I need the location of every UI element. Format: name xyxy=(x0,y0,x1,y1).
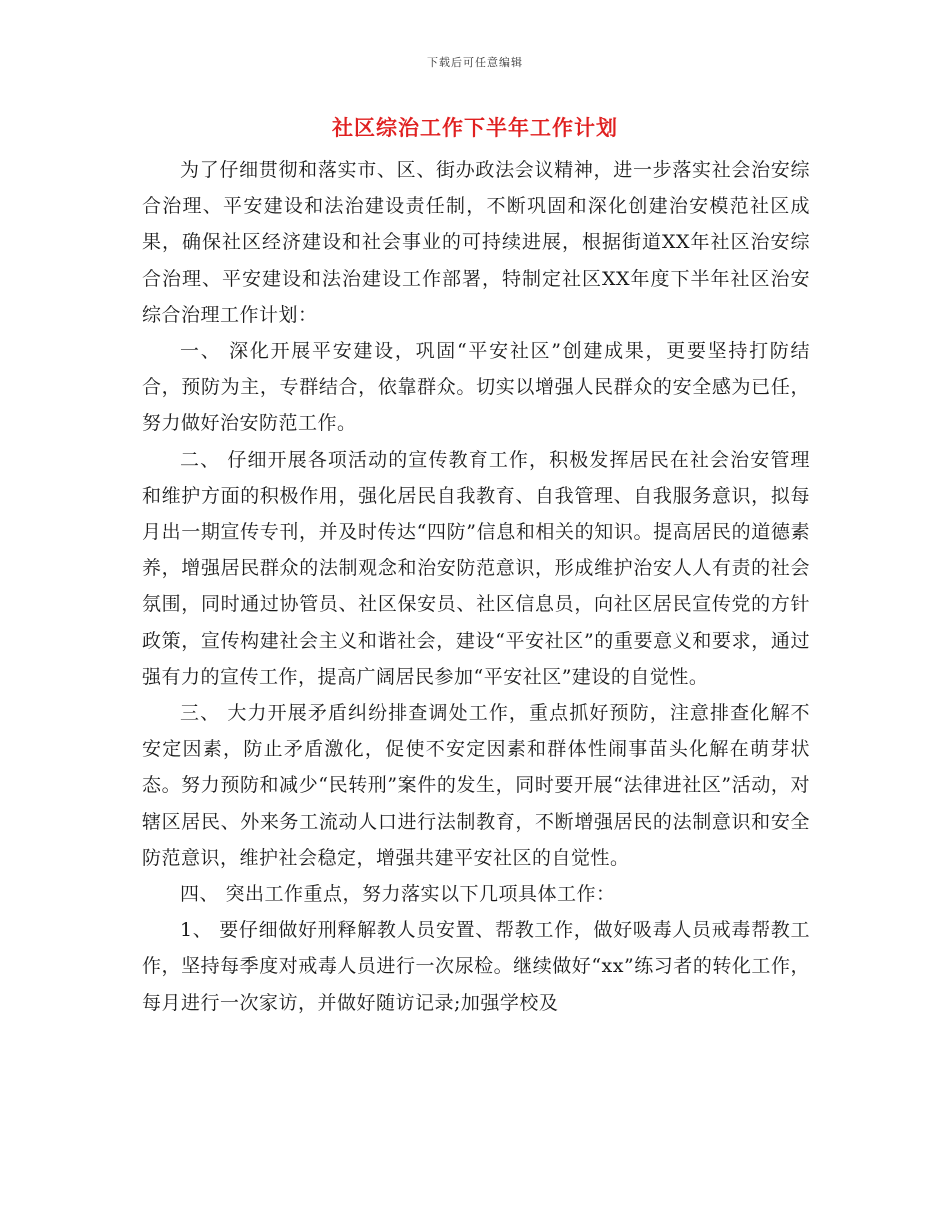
paragraph-section-3: 三、 大力开展矛盾纠纷排查调处工作，重点抓好预防，注意排查化解不安定因素，防止矛盾激化，促使不安定因素和群体性闹事苗头化解在萌芽状态。努力预防和减少“民转刑”案件的发生，同时要开展“法律进社区”活动，对辖区居民、外来务工流动人口进行法制教育，不断增强居民的法制意识和安全防范意识，维护社会稳定，增强共建平安社区的自觉性。 xyxy=(142,702,810,869)
header-note: 下载后可任意编辑 xyxy=(427,56,523,69)
paragraph-section-4: 四、 突出工作重点，努力落实以下几项具体工作： xyxy=(180,883,616,906)
paragraph-section-1: 一、 深化开展平安建设，巩固“平安社区”创建成果，更要坚持打防结合，预防为主，专群结合，依靠群众。切实以增强人民群众的安全感为已任，努力做好治安防范工作。 xyxy=(142,340,810,435)
paragraph-item-1: 1、 要仔细做好刑释解教人员安置、帮教工作，做好吸毒人员戒毒帮教工作，坚持每季度对戒毒人员进行一次尿检。继续做好“xx”练习者的转化工作，每月进行一次家访，并做好随访记录;加强学校及 xyxy=(142,919,810,1014)
paragraph-intro: 为了仔细贯彻和落实市、区、街办政法会议精神，进一步落实社会治安综合治理、平安建设和法治建设责任制，不断巩固和深化创建治安模范社区成果，确保社区经济建设和社会事业的可持续进展，根据街道XX年社区治安综合治理、平安建设和法治建设工作部署，特制定社区XX年度下半年社区治安综合治理工作计划： xyxy=(142,159,810,326)
document-body xyxy=(142,152,810,1021)
document-title: 社区综治工作下半年工作计划 xyxy=(332,116,618,140)
paragraph-section-2: 二、 仔细开展各项活动的宣传教育工作，积极发挥居民在社会治安管理和维护方面的积极作用，强化居民自我教育、自我管理、自我服务意识，拟每月出一期宣传专刊，并及时传达“四防”信息和相关的知识。提高居民的道德素养，增强居民群众的法制观念和治安防范意识，形成维护治安人人有责的社会氛围，同时通过协管员、社区保安员、社区信息员，向社区居民宣传党的方针政策，宣传构建社会主义和谐社会，建设“平安社区”的重要意义和要求，通过强有力的宣传工作，提高广阔居民参加“平安社区”建设的自觉性。 xyxy=(142,448,810,688)
